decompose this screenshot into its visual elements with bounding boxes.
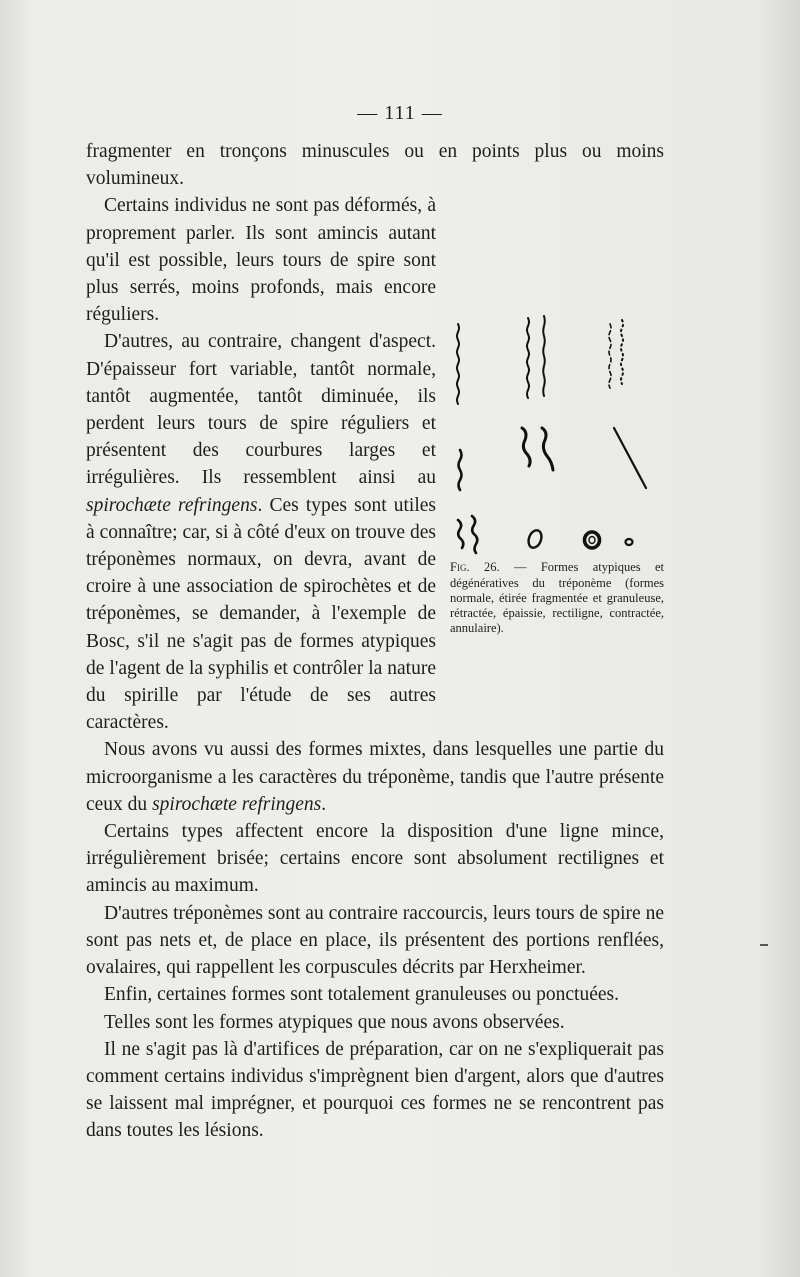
treponeme-annular-3 xyxy=(589,537,595,544)
body-text xyxy=(86,138,664,1145)
paragraph-9: Il ne s'agit pas là d'artifices de préparation, car on ne s'expliquerait pas comment certains individus s'imprègnent bien d'argent, alors que d'autres se laissent mal imprégner, et pourquoi ces formes ne se rencontrent pas dans toutes les lésions. xyxy=(86,1038,664,1142)
page-number: — 111 — xyxy=(357,102,443,124)
treponeme-annular-4 xyxy=(626,539,633,545)
treponeme-annular-1 xyxy=(526,529,543,550)
treponeme-thickened xyxy=(522,428,530,466)
paragraph-8: Telles sont les formes atypiques que nous avons observées. xyxy=(104,1011,565,1033)
paragraph-2: Certains individus ne sont pas déformés, à proprement parler. Ils sont amincis autant qu'il est possible, leurs tours de spire sont plus serrés, moins profonds, mais encore réguliers. xyxy=(86,195,436,326)
treponeme-normal-2 xyxy=(527,318,529,398)
treponeme-normal xyxy=(457,324,459,404)
figure-26-illustration xyxy=(450,310,664,560)
treponeme-granular xyxy=(621,320,623,384)
paragraph-4-text-a: Nous avons vu aussi des formes mixtes, dans lesquelles une partie du microorganisme a les caractères du tréponème, tandis que l'autre présente ceux du xyxy=(86,739,664,815)
paragraph-7: Enfin, certaines formes sont totalement granuleuses ou ponctuées. xyxy=(104,984,619,1006)
treponeme-thickened-2 xyxy=(542,428,553,470)
paragraph-3-text-a: D'autres, au contraire, changent d'aspect. D'épaisseur fort variable, tantôt normale, tantôt augmentée, tantôt diminuée, ils perdent leurs tours de spire réguliers et présentent des courbures larges et irrégulières. Ils ressemblent ainsi au xyxy=(86,331,436,489)
figure-label: Fig. 26. xyxy=(450,560,500,575)
treponeme-retracted xyxy=(459,450,462,490)
paragraph-4-species: spirochæte refringens xyxy=(152,793,322,815)
margin-mark xyxy=(760,944,768,946)
treponeme-contracted xyxy=(458,520,463,548)
paragraph-3-text-b: . Ces types sont utiles à connaître; car, si à côté d'eux on trouve des tréponèmes normaux, on devra, avant de croire à une association de spirochètes et de tréponèmes, se demander, à l'exemple de Bosc, s'il ne s'agit pas de formes atypiques de l'agent de la syphilis et contrôler la nature du spirille par l'étude de ses autres caractères. xyxy=(86,494,437,734)
paragraph-1: fragmenter en tronçons minuscules ou en points plus ou moins volumineux. xyxy=(86,141,664,190)
treponeme-stretched xyxy=(543,316,545,396)
paragraph-4 xyxy=(86,736,664,818)
figure-caption-text: — Formes atypiques et dégénératives du tréponème (formes normale, étirée fragmentée et granuleuse, rétractée, épaissie, rectiligne, contractée, annulaire). xyxy=(450,560,664,636)
treponeme-fragmented xyxy=(609,324,611,388)
paragraph-6: D'autres tréponèmes sont au contraire raccourcis, leurs tours de spire ne sont pas nets et, de place en place, ils présentent des portions renflées, ovalaires, qui rappellent les corpuscules décrits par Herxheimer. xyxy=(86,902,664,979)
paragraph-5: Certains types affectent encore la disposition d'une ligne mince, irrégulièrement brisée; certains encore sont absolument rectilignes et amincis au maximum. xyxy=(86,821,664,897)
treponeme-annular-2 xyxy=(585,532,600,548)
figure-caption xyxy=(450,560,664,636)
paragraph-4-text-b: . xyxy=(321,793,327,815)
figure-26 xyxy=(450,310,664,686)
paragraph-3-species: spirochæte refringens xyxy=(86,494,258,516)
treponeme-rectilinear xyxy=(614,428,646,488)
treponeme-contracted-2 xyxy=(472,516,477,553)
